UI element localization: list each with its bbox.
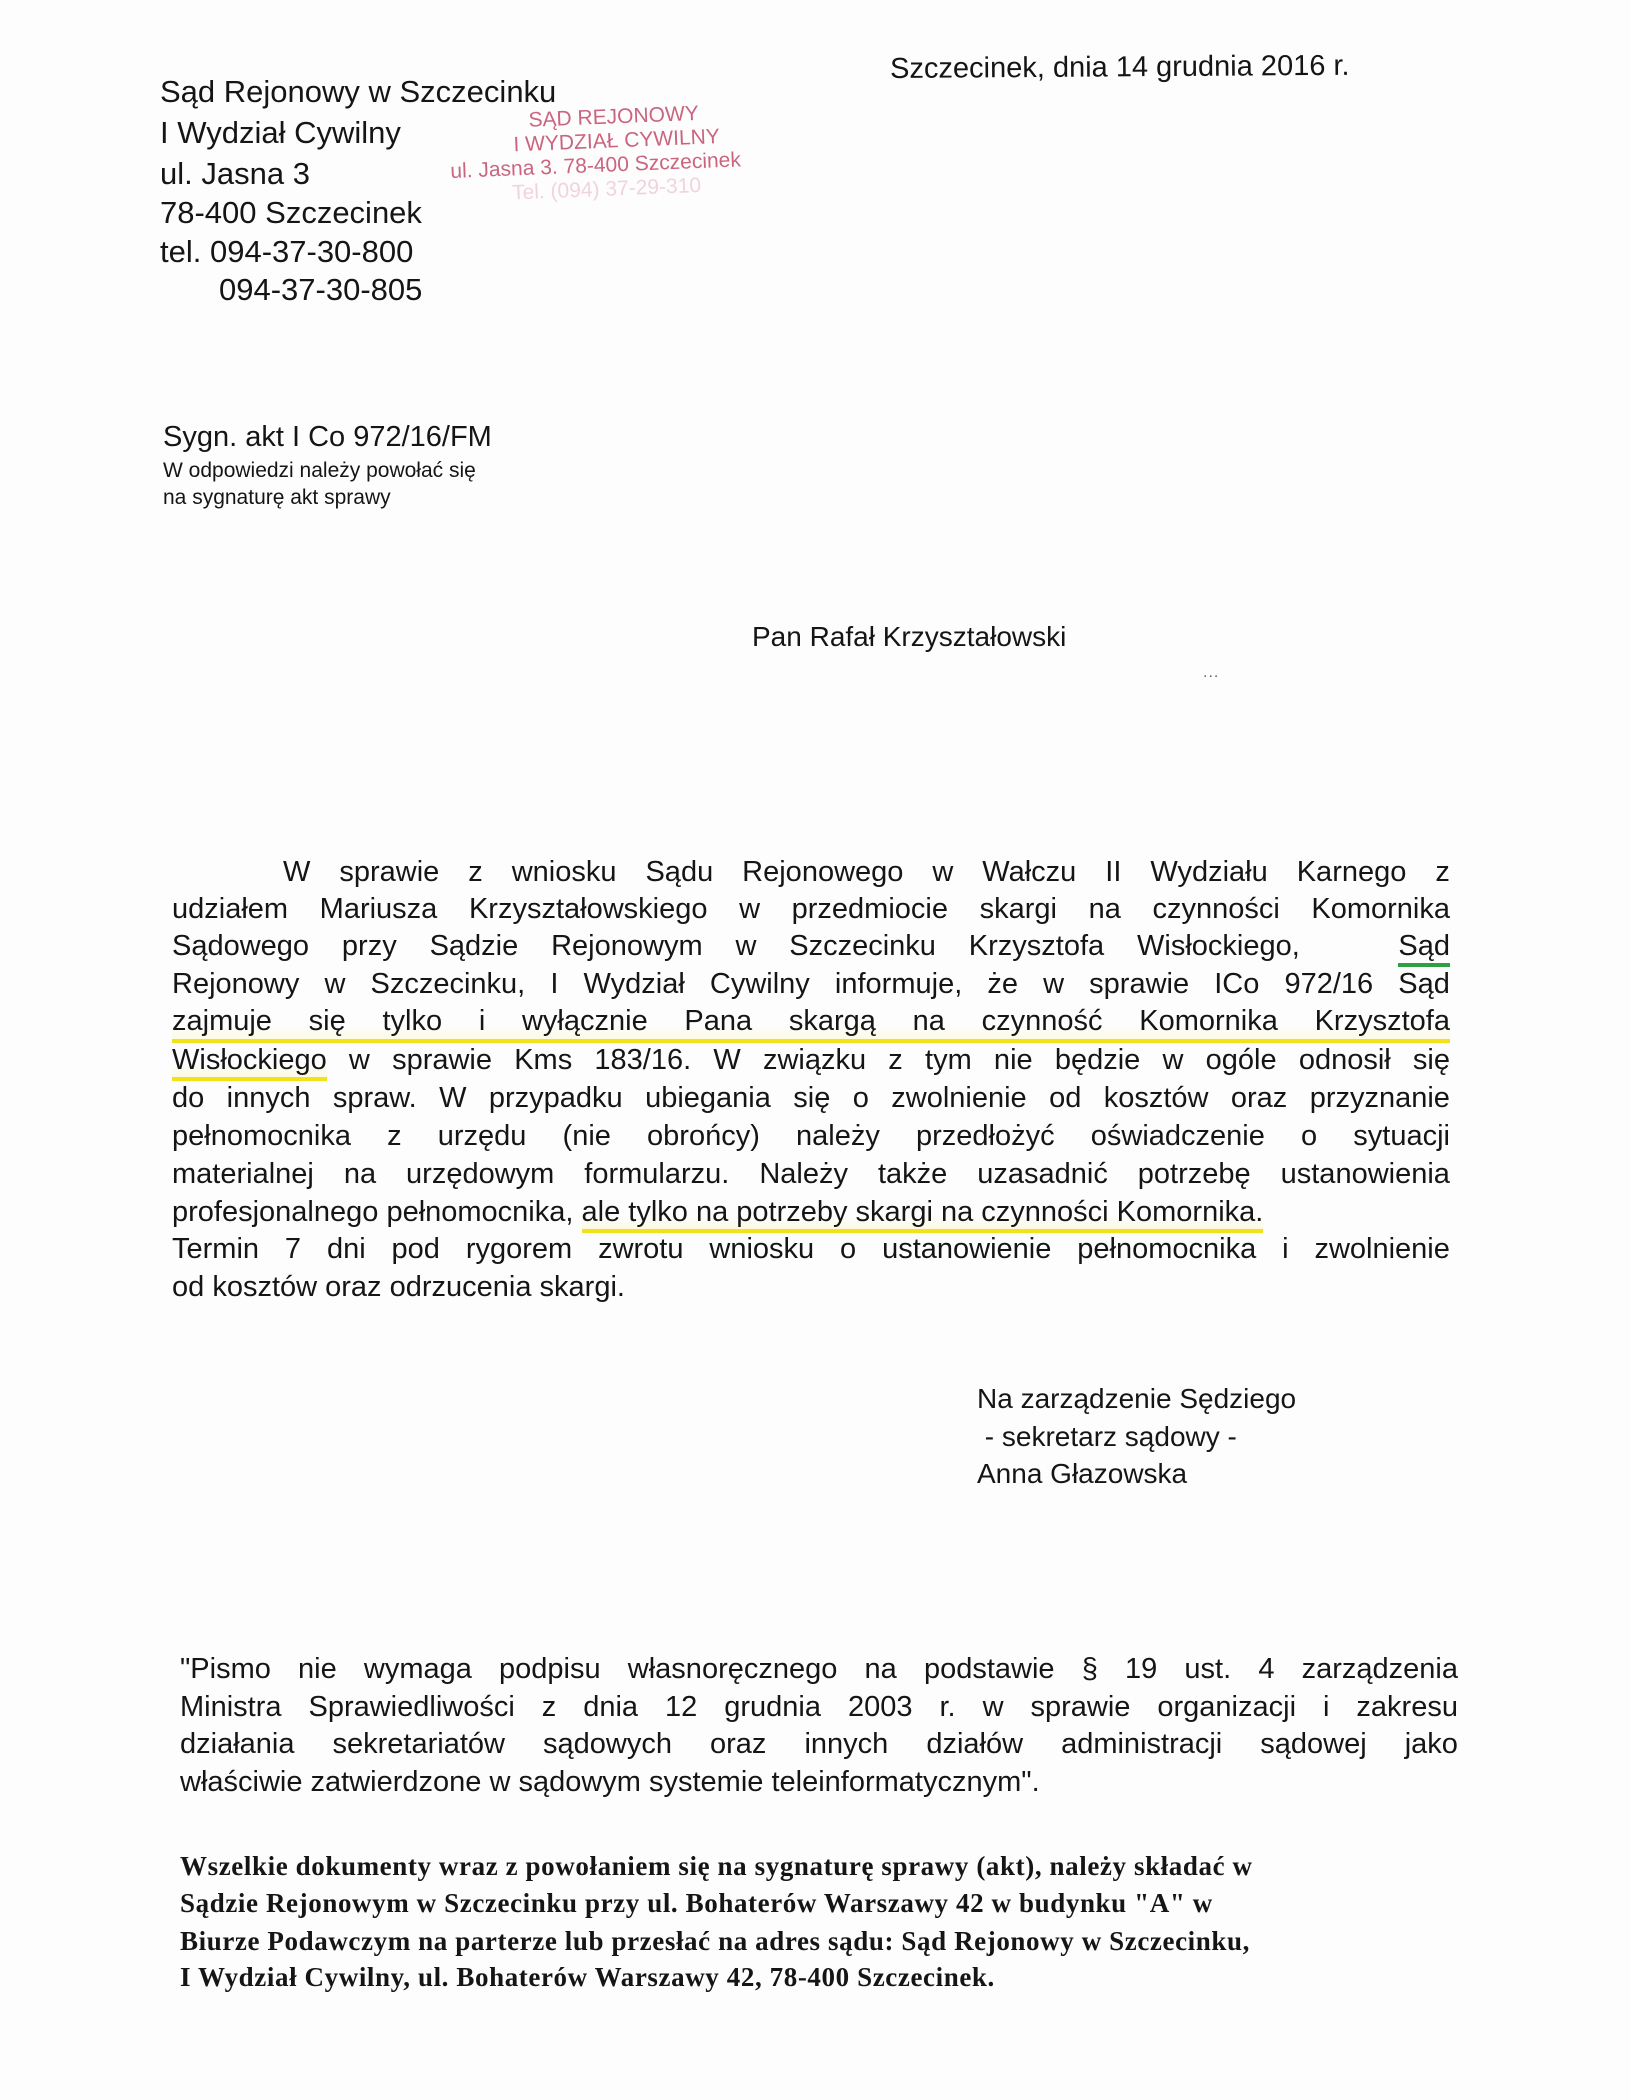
body-line: materialnej na urzędowym formularzu. Należy także uzasadnić potrzebę ustanowienia bbox=[172, 1158, 1450, 1190]
body-line bbox=[172, 1196, 1450, 1229]
notice-line: "Pismo nie wymaga podpisu własnoręcznego na podstawie § 19 ust. 4 zarządzenia bbox=[180, 1653, 1458, 1685]
stamp-line-phone: Tel. (094) 37-29-310 bbox=[511, 173, 702, 205]
sender-department: I Wydział Cywilny bbox=[160, 115, 401, 150]
court-stamp bbox=[448, 100, 742, 208]
body-line: od kosztów oraz odrzucenia skargi. bbox=[172, 1271, 625, 1303]
sender-court-name: Sąd Rejonowy w Szczecinku bbox=[160, 74, 557, 109]
body-line-text: zajmuje się tylko i wyłącznie Pana skargą na czynność Komornika Krzysztofa bbox=[172, 1005, 1450, 1037]
filing-line: Sądzie Rejonowym w Szczecinku przy ul. Bohaterów Warszawy 42 w budynku "A" w bbox=[180, 1888, 1213, 1918]
case-signature: Sygn. akt I Co 972/16/FM bbox=[163, 421, 492, 453]
case-signature-note-1: W odpowiedzi należy powołać się bbox=[163, 459, 476, 482]
body-line-text: Sądowego przy Sądzie Rejonowym w Szczecinku Krzysztofa Wisłockiego, bbox=[172, 930, 1300, 962]
sender-city: 78-400 Szczecinek bbox=[160, 195, 422, 230]
body-line: pełnomocnika z urzędu (nie obrońcy) należy przedłożyć oświadczenie o sytuacji bbox=[172, 1120, 1450, 1152]
recipient-address-placeholder: ... bbox=[1203, 664, 1220, 681]
body-line-text: profesjonalnego pełnomocnika, bbox=[172, 1196, 582, 1228]
highlighted-text-yellow: Wisłockiego bbox=[172, 1044, 327, 1081]
body-line: Termin 7 dni pod rygorem zwrotu wniosku o ustanowienie pełnomocnika i zwolnienie bbox=[172, 1233, 1450, 1265]
body-line: W sprawie z wniosku Sądu Rejonowego w Wałczu II Wydziału Karnego z bbox=[283, 856, 1450, 888]
letter-date: Szczecinek, dnia 14 grudnia 2016 r. bbox=[889, 49, 1350, 85]
sender-phone-2: 094-37-30-805 bbox=[219, 272, 423, 307]
body-line bbox=[172, 1044, 1450, 1077]
stamp-line-address: ul. Jasna 3. 78-400 Szczecinek bbox=[449, 148, 742, 183]
body-line bbox=[172, 930, 1450, 963]
filing-line: Biurze Podawczym na parterze lub przesłać na adres sądu: Sąd Rejonowy w Szczecinku, bbox=[180, 1926, 1250, 1956]
body-line bbox=[172, 1005, 1450, 1043]
filing-line: I Wydział Cywilny, ul. Bohaterów Warszawy 42, 78-400 Szczecinek. bbox=[180, 1962, 995, 1992]
highlighted-text-yellow bbox=[172, 1005, 1450, 1043]
filing-line: Wszelkie dokumenty wraz z powołaniem się na sygnaturę sprawy (akt), należy składać w bbox=[180, 1851, 1253, 1881]
sender-street: ul. Jasna 3 bbox=[160, 156, 310, 191]
signoff-order: Na zarządzenie Sędziego bbox=[977, 1383, 1297, 1414]
notice-line: Ministra Sprawiedliwości z dnia 12 grudnia 2003 r. w sprawie organizacji i zakresu bbox=[180, 1691, 1458, 1723]
highlighted-text-yellow: ale tylko na potrzeby skargi na czynności Komornika. bbox=[582, 1196, 1264, 1233]
body-line: udziałem Mariusza Krzyształowskiego w przedmiocie skargi na czynności Komornika bbox=[172, 893, 1450, 925]
case-signature-note-2: na sygnaturę akt sprawy bbox=[163, 486, 391, 509]
stamp-line-court: SĄD REJONOWY bbox=[528, 101, 700, 132]
sender-phone-1: tel. 094-37-30-800 bbox=[160, 234, 414, 269]
stamp-line-department: I WYDZIAŁ CYWILNY bbox=[512, 125, 721, 157]
signoff-role: - sekretarz sądowy - bbox=[977, 1421, 1237, 1452]
highlighted-text-green: Sąd bbox=[1398, 930, 1450, 967]
body-line-text: w sprawie Kms 183/16. W związku z tym nie będzie w ogóle odnosił się bbox=[326, 1044, 1450, 1076]
notice-line: działania sekretariatów sądowych oraz innych działów administracji sądowej jako bbox=[180, 1728, 1458, 1760]
body-line: Rejonowy w Szczecinku, I Wydział Cywilny informuje, że w sprawie ICo 972/16 Sąd bbox=[172, 968, 1450, 1000]
recipient-name: Pan Rafał Krzyształowski bbox=[752, 621, 1067, 652]
body-line: do innych spraw. W przypadku ubiegania się o zwolnienie od kosztów oraz przyznanie bbox=[172, 1082, 1450, 1114]
notice-line: właściwie zatwierdzone w sądowym systemie teleinformatycznym". bbox=[180, 1766, 1040, 1798]
signoff-name: Anna Głazowska bbox=[977, 1458, 1188, 1489]
